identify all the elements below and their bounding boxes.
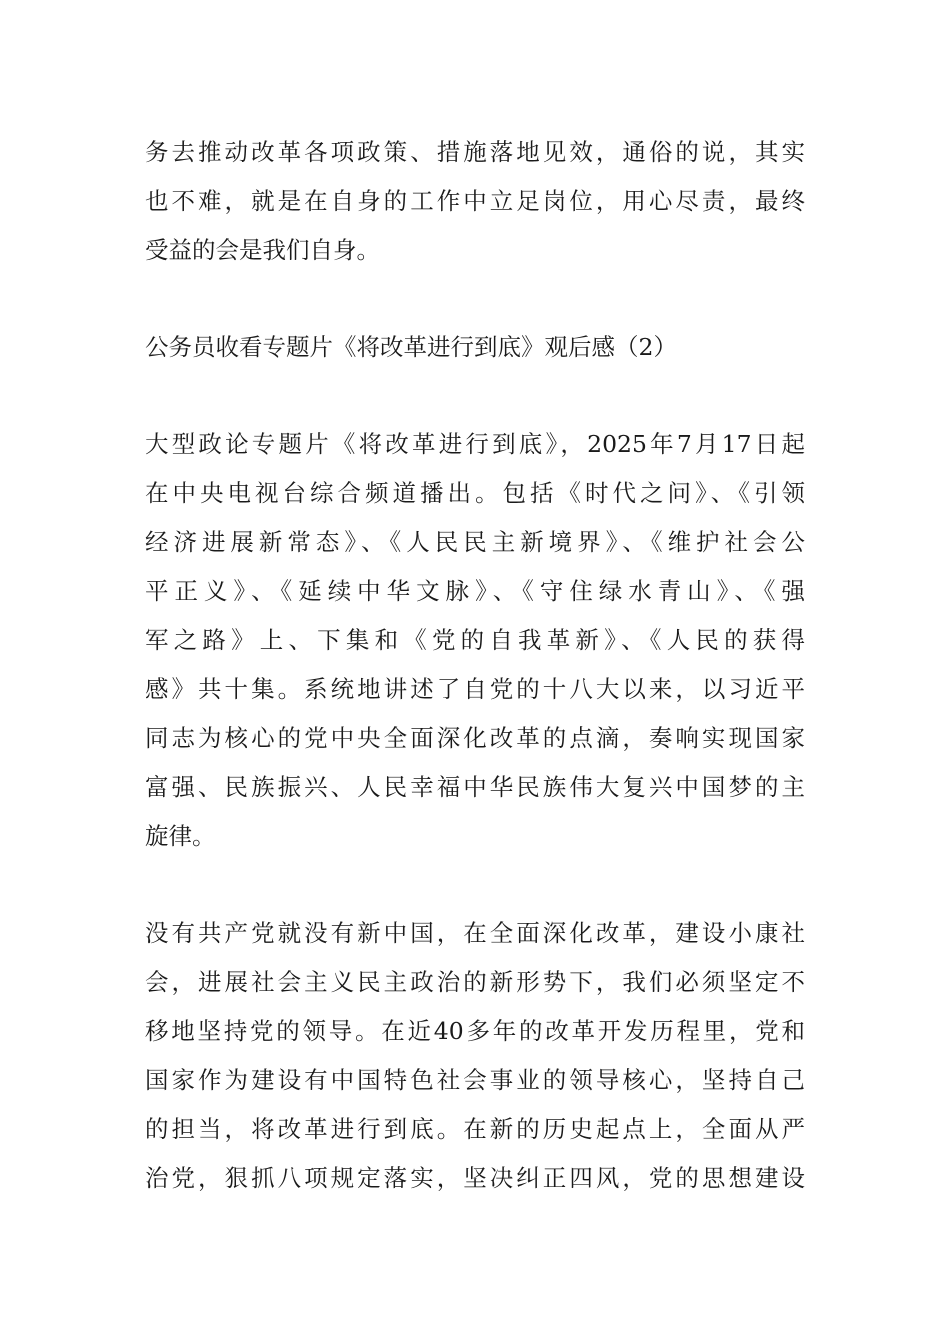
text-line: 受益的会是我们自身。 — [145, 236, 380, 264]
document-page — [145, 128, 805, 1203]
text-line: 在中央电视台综合频道播出。包括《时代之问》、《引领 — [145, 479, 805, 507]
paragraph-gap — [145, 372, 805, 420]
text-line: 务去推动改革各项政策、措施落地见效，通俗的说，其实 — [145, 138, 805, 166]
text-line: 同志为核心的党中央全面深化改革的点滴，奏响实现国家 — [145, 724, 805, 752]
paragraph-gap — [145, 275, 805, 323]
text-line: 治党，狠抓八项规定落实，坚决纠正四风，党的思想建设 — [145, 1164, 805, 1192]
text-line: 旋律。 — [145, 822, 216, 850]
text-line: 没有共产党就没有新中国，在全面深化改革，建设小康社 — [145, 919, 805, 947]
heading-text: 公务员收看专题片《将改革进行到底》观后感（2） — [145, 333, 677, 361]
text-line: 也不难，就是在自身的工作中立足岗位，用心尽责，最终 — [145, 187, 805, 215]
text-line: 国家作为建设有中国特色社会事业的领导核心，坚持自己 — [145, 1066, 805, 1094]
paragraph-continuation — [145, 128, 805, 275]
text-line: 经济进展新常态》、《人民民主新境界》、《维护社会公 — [145, 528, 805, 556]
text-line: 富强、民族振兴、人民幸福中华民族伟大复兴中国梦的主 — [145, 773, 805, 801]
text-line: 移地坚持党的领导。在近40多年的改革开发历程里，党和 — [145, 1017, 805, 1045]
text-line: 大型政论专题片《将改革进行到底》，2025年7月17日起 — [145, 430, 805, 458]
paragraph-intro — [145, 420, 805, 861]
section-heading — [145, 323, 805, 372]
text-line: 感》共十集。系统地讲述了自党的十八大以来，以习近平 — [145, 675, 805, 703]
paragraph-gap — [145, 861, 805, 909]
text-line: 平正义》、《延续中华文脉》、《守住绿水青山》、《强 — [145, 577, 805, 605]
paragraph-body — [145, 909, 805, 1203]
text-line: 的担当，将改革进行到底。在新的历史起点上，全面从严 — [145, 1115, 805, 1143]
text-line: 军之路》上、下集和《党的自我革新》、《人民的获得 — [145, 626, 805, 654]
text-line: 会，进展社会主义民主政治的新形势下，我们必须坚定不 — [145, 968, 805, 996]
